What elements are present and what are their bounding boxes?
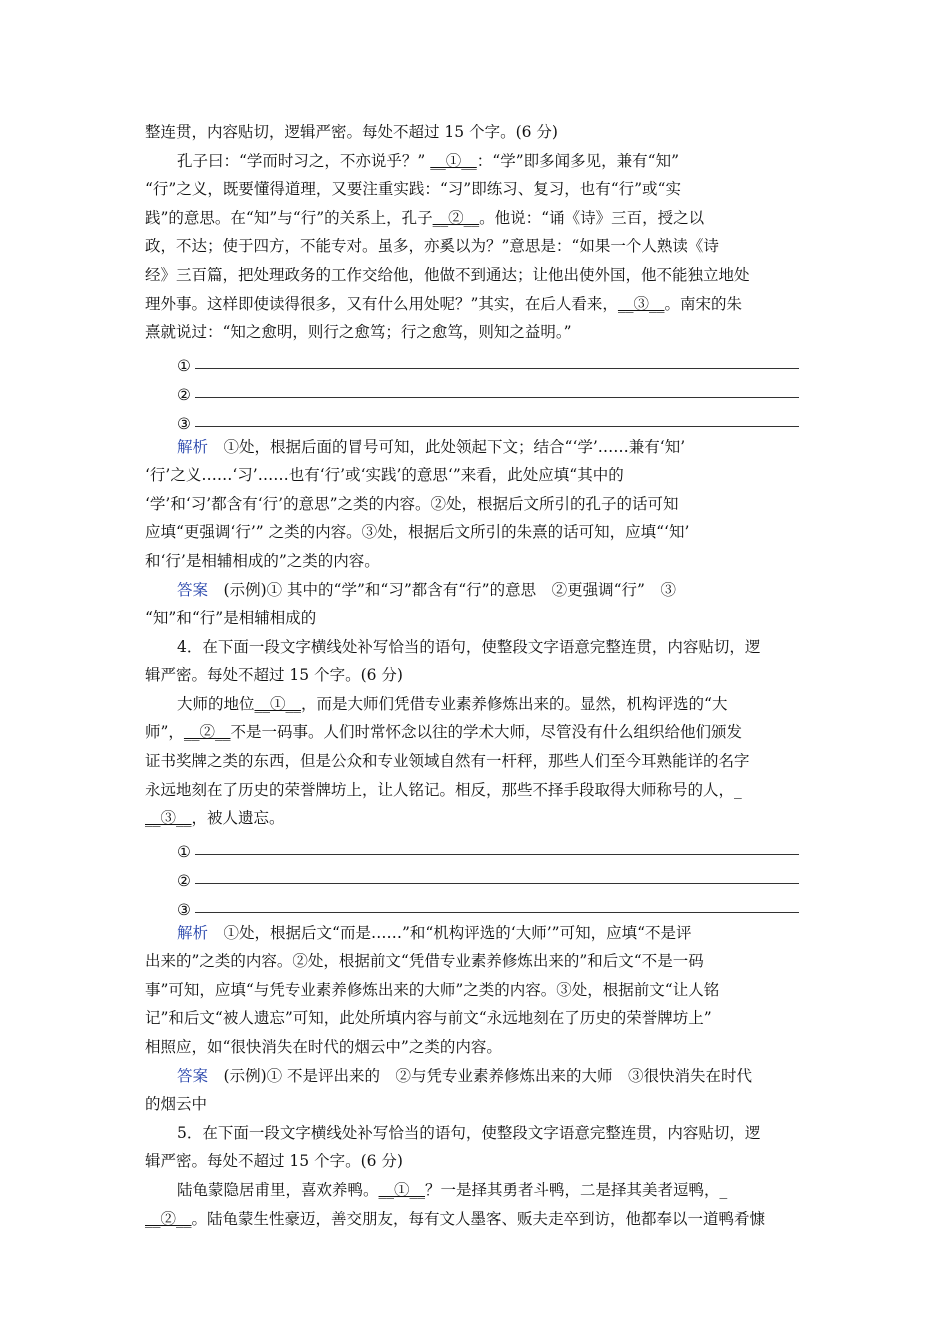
blank-1[interactable]: __①__ (254, 694, 302, 713)
text-line: 整连贯，内容贴切，逻辑严密。每处不超过 15 个字。(6 分) (145, 123, 558, 141)
passage-line: 践”的意思。在“知”与“行”的关系上，孔子__②__。他说：“诵《诗》三百，授之以 (145, 208, 705, 227)
answer-line-1[interactable]: ① (145, 833, 805, 862)
passage-line: 理外事。这样即使读得很多，又有什么用处呢？”其实，在后人看来，__③__。南宋的朱 (145, 294, 742, 313)
answer-line-1[interactable]: ① (145, 347, 805, 376)
analysis-label: 解析 (177, 923, 209, 942)
answer-label: 答案 (177, 580, 209, 599)
answer-line: 的烟云中 (145, 1095, 208, 1114)
answer-line: 答案 (示例)① 不是评出来的 ②与凭专业素养修炼出来的大师 ③很快消失在时代 (177, 1066, 753, 1085)
passage-line: 师”，__②__不是一码事。人们时常怀念以往的学术大师，尽管没有什么组织给他们颁发 (145, 723, 742, 742)
question-stem: 辑严密。每处不超过 15 个字。(6 分) (145, 1152, 403, 1171)
passage-line: 熹就说过：“知之愈明，则行之愈笃；行之愈笃，则知之益明。” (145, 323, 572, 342)
answer-line: “知”和“行”是相辅相成的 (145, 609, 317, 628)
analysis-line: 相照应，如“很快消失在时代的烟云中”之类的内容。 (145, 1038, 502, 1056)
analysis-line: 应填“更强调‘行’” 之类的内容。③处，根据后文所引的朱熹的话可知，应填“‘知’ (145, 523, 690, 542)
answer-label: 答案 (177, 1066, 209, 1085)
blank-1[interactable]: __①__ (378, 1180, 426, 1199)
passage-line: 政，不达；使于四方，不能专对。虽多，亦奚以为？”意思是：“如果一个人熟读《诗 (145, 237, 719, 256)
answer-line-3[interactable]: ③ (145, 404, 805, 433)
answer-line-2[interactable]: ② (145, 375, 805, 404)
passage-line: 经》三百篇，把处理政务的工作交给他，他做不到通达；让他出使外国，他不能独立地处 (145, 265, 750, 284)
analysis-label: 解析 (177, 437, 209, 456)
blank-1[interactable]: __①__ (430, 151, 477, 170)
blank-2[interactable]: __②__ (432, 208, 480, 227)
analysis-line: 和‘行’是相辅相成的”之类的内容。 (145, 551, 380, 570)
passage-line: __③__，被人遗忘。 (145, 809, 285, 828)
analysis-line: ‘学’和‘习’都含有‘行’的意思”之类的内容。②处，根据后文所引的孔子的话可知 (145, 494, 679, 513)
analysis-line: 解析 ①处，根据后面的冒号可知，此处领起下文；结合“‘学’……兼有‘知’ (177, 437, 686, 456)
analysis-line: 记”和后文“被人遗忘”可知，此处所填内容与前文“永远地刻在了历史的荣誉牌坊上” (145, 1009, 712, 1028)
passage-line: “行”之义，既要懂得道理，又要注重实践：“习”即练习、复习，也有“行”或“实 (145, 180, 681, 199)
question-stem: 5．在下面一段文字横线处补写恰当的语句，使整段文字语意完整连贯，内容贴切，逻 (177, 1123, 761, 1142)
analysis-line: 解析 ①处，根据后文“而是……”和“机构评选的‘大师’”可知，应填“不是评 (177, 923, 692, 942)
passage-line: 陆龟蒙隐居甫里，喜欢养鸭。__①__？一是择其勇者斗鸭，二是择其美者逗鸭，_ (177, 1180, 728, 1199)
answer-line: 答案 (示例)① 其中的“学”和“习”都含有“行”的意思 ②更强调“行” ③ (177, 580, 676, 599)
answer-line-2[interactable]: ② (145, 861, 805, 890)
answer-line-3[interactable]: ③ (145, 890, 805, 919)
blank-3[interactable]: __③__ (617, 294, 665, 313)
passage-line: 永远地刻在了历史的荣誉牌坊上，让人铭记。相反，那些不择手段取得大师称号的人，_ (145, 780, 742, 799)
analysis-line: 事”可知，应填“与凭专业素养修炼出来的大师”之类的内容。③处，根据前文“让人铭 (145, 980, 720, 999)
passage-line: 大师的地位__①__，而是大师们凭借专业素养修炼出来的。显然，机构评选的“大 (177, 694, 728, 713)
blank-2[interactable]: __②__ (183, 723, 231, 742)
question-stem: 辑严密。每处不超过 15 个字。(6 分) (145, 666, 403, 685)
analysis-line: ‘行’之义……‘习’……也有‘行’或‘实践’的意思‘”来看，此处应填“其中的 (145, 466, 624, 485)
passage-line: 孔子曰：“学而时习之，不亦说乎？” __①__：“学”即多闻多见，兼有“知” (177, 151, 679, 170)
question-stem: 4．在下面一段文字横线处补写恰当的语句，使整段文字语意完整连贯，内容贴切，逻 (177, 637, 761, 656)
passage-line: __②__。陆龟蒙生性豪迈，善交朋友，每有文人墨客、贩夫走卒到访，他都奉以一道鸭肴慷 (145, 1209, 766, 1228)
document-page (145, 118, 805, 1233)
blank-2[interactable]: __②__ (145, 1209, 192, 1228)
analysis-line: 出来的”之类的内容。②处，根据前文“凭借专业素养修炼出来的”和后文“不是一码 (145, 952, 704, 971)
passage-line: 证书奖牌之类的东西，但是公众和专业领域自然有一杆秤，那些人们至今耳熟能详的名字 (145, 752, 750, 771)
blank-3[interactable]: __③__ (145, 809, 192, 828)
